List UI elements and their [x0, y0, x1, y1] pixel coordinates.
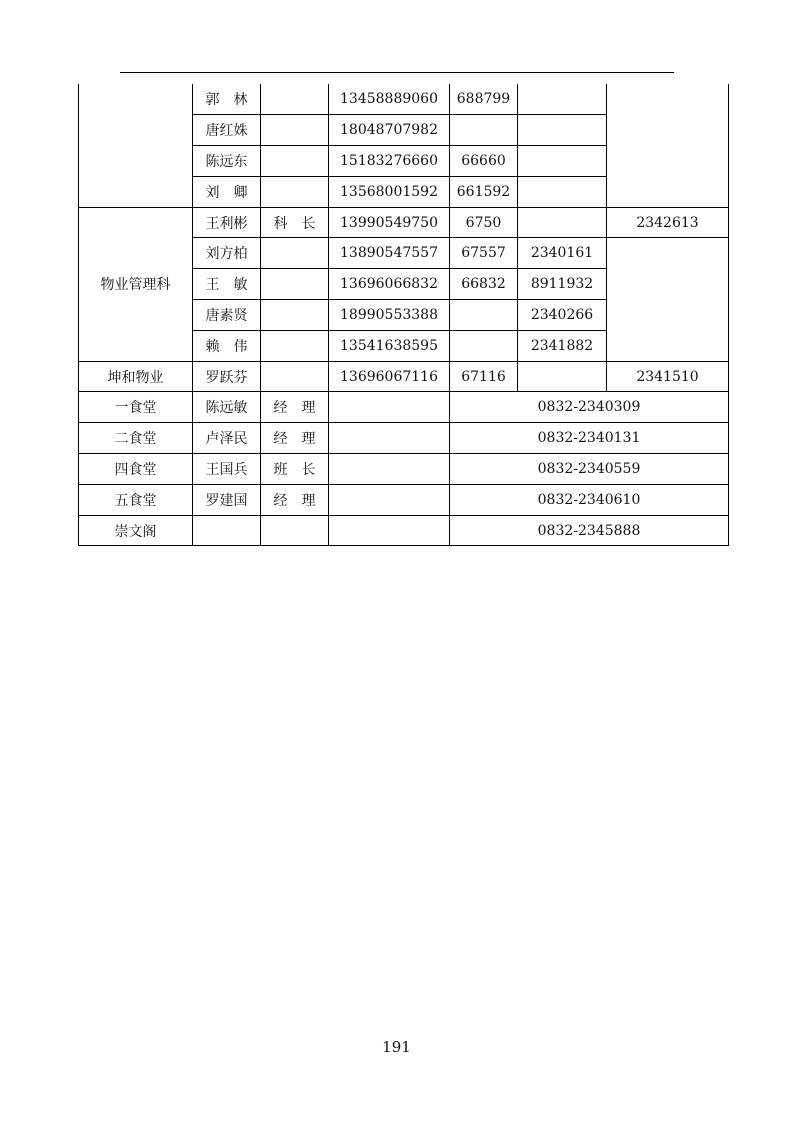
- office-phone-cell: 2340266: [518, 300, 607, 331]
- mobile-cell: 15183276660: [329, 146, 450, 177]
- office-phone-cell: [518, 115, 607, 146]
- short-number-cell: 661592: [450, 176, 518, 207]
- office-phone-cell: [518, 176, 607, 207]
- landline-cell: 0832-2340309: [450, 392, 729, 423]
- name-cell: 刘方柏: [193, 238, 261, 269]
- title-cell: 经 理: [261, 392, 329, 423]
- name-cell: 王国兵: [193, 454, 261, 485]
- landline-cell: 0832-2345888: [450, 515, 729, 546]
- title-cell: 经 理: [261, 484, 329, 515]
- title-cell: [261, 361, 329, 392]
- table-row: [79, 484, 729, 515]
- title-cell: 班 长: [261, 454, 329, 485]
- title-cell: [261, 115, 329, 146]
- mobile-cell: 18048707982: [329, 115, 450, 146]
- short-number-cell: [450, 330, 518, 361]
- title-cell: 经 理: [261, 423, 329, 454]
- dept-cell: 五食堂: [79, 484, 193, 515]
- name-cell: 刘 卿: [193, 176, 261, 207]
- name-cell: 唐红姝: [193, 115, 261, 146]
- landline-cell: 0832-2340559: [450, 454, 729, 485]
- title-cell: [261, 146, 329, 177]
- title-cell: [261, 269, 329, 300]
- dept-cell: [79, 84, 193, 207]
- office-phone-cell: [518, 84, 607, 115]
- title-cell: [261, 84, 329, 115]
- page-number: 191: [382, 1038, 411, 1056]
- table-row: [79, 454, 729, 485]
- name-cell: 卢泽民: [193, 423, 261, 454]
- mobile-cell: 13696067116: [329, 361, 450, 392]
- mobile-cell: [329, 484, 450, 515]
- dept-cell: 坤和物业: [79, 361, 193, 392]
- short-number-cell: 688799: [450, 84, 518, 115]
- short-number-cell: [450, 115, 518, 146]
- name-cell: 唐素贤: [193, 300, 261, 331]
- table-row: [79, 84, 729, 115]
- dept-cell: 二食堂: [79, 423, 193, 454]
- table-row: [79, 515, 729, 546]
- mobile-cell: [329, 423, 450, 454]
- mobile-cell: 13541638595: [329, 330, 450, 361]
- name-cell: 罗建国: [193, 484, 261, 515]
- short-number-cell: 66832: [450, 269, 518, 300]
- contact-directory-table: [78, 84, 729, 546]
- mobile-cell: 13990549750: [329, 207, 450, 238]
- mobile-cell: 18990553388: [329, 300, 450, 331]
- office-phone-cell: [518, 146, 607, 177]
- dept-cell: 崇文阁: [79, 515, 193, 546]
- mobile-cell: 13890547557: [329, 238, 450, 269]
- office-phone-cell: [518, 207, 607, 238]
- table-row: [79, 423, 729, 454]
- title-cell: [261, 238, 329, 269]
- name-cell: [193, 515, 261, 546]
- mobile-cell: [329, 392, 450, 423]
- office-phone-cell: 2340161: [518, 238, 607, 269]
- table-row: [79, 392, 729, 423]
- office-phone-cell: 8911932: [518, 269, 607, 300]
- dept-cell: 四食堂: [79, 454, 193, 485]
- short-number-cell: 67557: [450, 238, 518, 269]
- short-number-cell: 6750: [450, 207, 518, 238]
- name-cell: 罗跃芬: [193, 361, 261, 392]
- fax-cell: 2341510: [607, 361, 729, 392]
- title-cell: [261, 330, 329, 361]
- title-cell: [261, 300, 329, 331]
- fax-cell: [607, 238, 729, 361]
- landline-cell: 0832-2340131: [450, 423, 729, 454]
- fax-cell: [607, 84, 729, 207]
- name-cell: 王利彬: [193, 207, 261, 238]
- table-row: [79, 207, 729, 238]
- name-cell: 郭 林: [193, 84, 261, 115]
- mobile-cell: [329, 454, 450, 485]
- short-number-cell: [450, 300, 518, 331]
- mobile-cell: 13458889060: [329, 84, 450, 115]
- office-phone-cell: [518, 361, 607, 392]
- fax-cell: 2342613: [607, 207, 729, 238]
- mobile-cell: 13696066832: [329, 269, 450, 300]
- title-cell: [261, 176, 329, 207]
- name-cell: 赖 伟: [193, 330, 261, 361]
- mobile-cell: 13568001592: [329, 176, 450, 207]
- dept-cell: 物业管理科: [79, 207, 193, 361]
- landline-cell: 0832-2340610: [450, 484, 729, 515]
- table-row: [79, 361, 729, 392]
- name-cell: 陈远东: [193, 146, 261, 177]
- short-number-cell: 66660: [450, 146, 518, 177]
- short-number-cell: 67116: [450, 361, 518, 392]
- name-cell: 陈远敏: [193, 392, 261, 423]
- header-rule: [120, 72, 674, 73]
- mobile-cell: [329, 515, 450, 546]
- title-cell: 科 长: [261, 207, 329, 238]
- name-cell: 王 敏: [193, 269, 261, 300]
- office-phone-cell: 2341882: [518, 330, 607, 361]
- dept-cell: 一食堂: [79, 392, 193, 423]
- title-cell: [261, 515, 329, 546]
